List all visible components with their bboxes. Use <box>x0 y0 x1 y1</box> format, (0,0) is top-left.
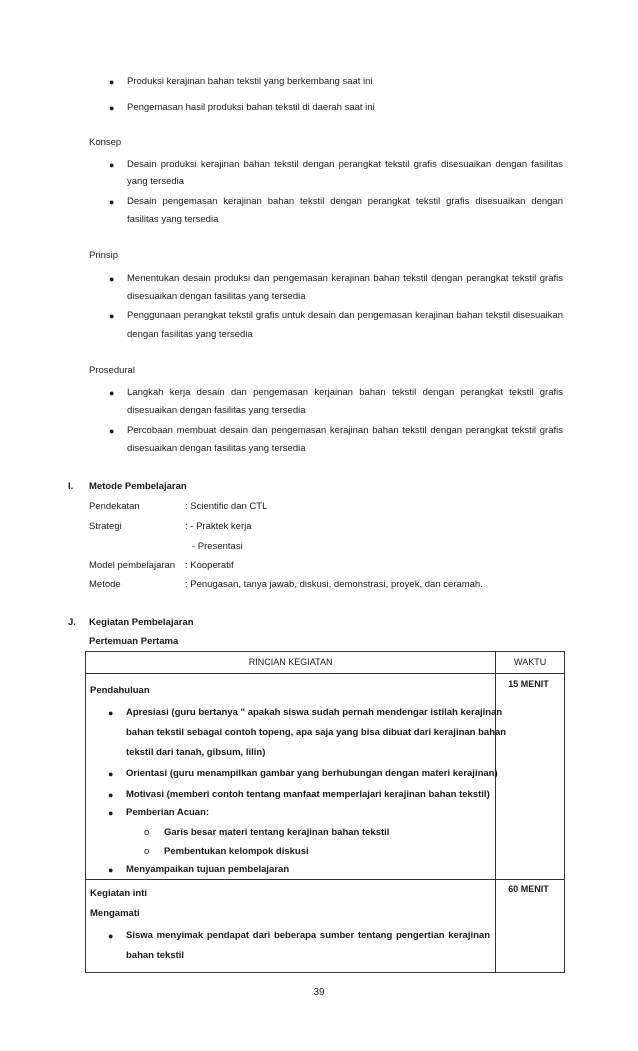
bullet-dot: ● <box>108 790 114 800</box>
kegiatan-title: Kegiatan Pembelajaran <box>89 617 194 628</box>
header-rincian <box>86 652 496 674</box>
konsep-item-2-line-2: fasilitas yang tersedia <box>127 214 219 225</box>
prosedural-item-2-line-1: Percobaan membuat desain dan pengemasan kerajinan bahan tekstil dengan perangkat tekstil grafis <box>127 425 563 436</box>
inti-item-line-1: Siswa menyimak pendapat dari beberapa sumber tentang pengertian kerajinan <box>126 930 490 941</box>
bullet-dot: ● <box>108 769 114 779</box>
metode-value-metode: : Penugasan, tanya jawab, diskusi, demonstrasi, proyek, dan ceramah. <box>185 579 483 590</box>
header-waktu-label: WAKTU <box>514 657 547 667</box>
prosedural-item-2-line-2: disesuaikan dengan fasilitas yang tersedia <box>127 443 306 454</box>
section-number-j: J. <box>68 617 76 628</box>
mengamati-label: Mengamati <box>90 908 140 919</box>
inti-cell <box>86 880 496 973</box>
konsep-item-1-line-1: Desain produksi kerajinan bahan tekstil dengan perangkat tekstil grafis disesuaikan dengan fasilitas <box>127 159 563 170</box>
tujuan-item: Menyampaikan tujuan pembelajaran <box>126 864 290 875</box>
inti-item-line-2: bahan tekstil <box>126 950 185 961</box>
sub-bullet-circle: o <box>144 827 150 838</box>
acuan-sub-2: Pembentukan kelompok diskusi <box>164 846 309 857</box>
pendahuluan-waktu: 15 MENIT <box>508 679 549 689</box>
prinsip-item-1-line-2: disesuaikan dengan fasilitas yang tersedia <box>127 291 306 302</box>
prinsip-heading: Prinsip <box>89 250 119 261</box>
bullet-dot: ● <box>109 426 115 436</box>
acuan-item: Pemberian Acuan: <box>126 807 210 818</box>
table-row-pendahuluan <box>86 674 565 880</box>
bullet-dot: ● <box>108 865 114 875</box>
bullet-dot: ● <box>109 197 115 207</box>
kegiatan-subtitle: Pertemuan Pertama <box>89 636 179 647</box>
prosedural-heading: Prosedural <box>89 365 135 376</box>
inti-waktu-cell <box>496 880 565 973</box>
bullet-dot: ● <box>109 103 115 113</box>
prinsip-item-1-line-1: Menentukan desain produksi dan pengemasan kerajinan bahan tekstil dengan perangkat tekstil grafis <box>127 273 563 284</box>
kegiatan-table <box>85 651 565 973</box>
metode-value-presentasi: - Presentasi <box>192 541 243 552</box>
motivasi-item: Motivasi (memberi contoh tentang manfaat memperlajari kerajinan bahan tekstil) <box>126 789 490 800</box>
bullet-dot: ● <box>109 274 115 284</box>
header-waktu <box>496 652 565 674</box>
apresiasi-line-2: bahan tekstil sebagai contoh topeng, apa saja yang bisa dibuat dari kerajinan bahan <box>126 727 507 738</box>
bullet-dot: ● <box>108 931 114 941</box>
konsep-item-2-line-1: Desain pengemasan kerajinan bahan tekstil dengan perangkat tekstil grafis disesuaikan dengan <box>127 196 563 207</box>
table-header-row <box>86 652 565 674</box>
sub-bullet-circle: o <box>144 846 150 857</box>
orientasi-item: Orientasi (guru menampilkan gambar yang berhubungan dengan materi kerajinan) <box>126 768 498 779</box>
bullet-dot: ● <box>109 311 115 321</box>
metode-title: Metode Pembelajaran <box>89 481 187 492</box>
metode-label-metode: Metode <box>89 579 121 590</box>
pendahuluan-waktu-cell <box>496 674 565 880</box>
section-number-i: I. <box>68 481 74 492</box>
top-bullet-2: Pengemasan hasil produksi bahan tekstil di daerah saat ini <box>127 102 375 113</box>
bullet-dot: ● <box>108 808 114 818</box>
header-rincian-label: RINCIAN KEGIATAN <box>248 657 333 667</box>
inti-title: Kegiatan inti <box>90 888 148 899</box>
metode-value-strategi: : - Praktek kerja <box>185 521 252 532</box>
prosedural-item-1-line-2: disesuaikan dengan fasilitas yang tersedia <box>127 405 306 416</box>
metode-value-model: : Kooperatif <box>185 560 234 571</box>
top-bullet-1: Produksi kerajinan bahan tekstil yang berkembang saat ini <box>127 76 373 87</box>
metode-label-model: Model pembelajaran <box>89 560 176 571</box>
bullet-dot: ● <box>109 160 115 170</box>
apresiasi-line-3: tekstil dari tanah, gibsum, lilin) <box>126 747 266 758</box>
konsep-item-1-line-2: yang tersedia <box>127 176 185 187</box>
metode-value-pendekatan: : Scientific dan CTL <box>185 501 268 512</box>
bullet-dot: ● <box>109 77 115 87</box>
apresiasi-line-1: Apresiasi (guru bertanya " apakah siswa sudah pernah mendengar istilah kerajinan <box>126 707 503 718</box>
acuan-sub-1: Garis besar materi tentang kerajinan bahan tekstil <box>164 827 390 838</box>
prinsip-item-2-line-2: dengan fasilitas yang tersedia <box>127 329 253 340</box>
konsep-heading: Konsep <box>89 137 122 148</box>
prinsip-item-2-line-1: Penggunaan perangkat tekstil grafis untuk desain dan pengemasan kerajinan bahan tekstil disesuaikan <box>127 310 563 321</box>
bullet-dot: ● <box>109 388 115 398</box>
metode-label-strategi: Strategi <box>89 521 122 532</box>
pendahuluan-title: Pendahuluan <box>90 685 150 696</box>
pendahuluan-cell <box>86 674 507 880</box>
bullet-dot: ● <box>108 708 114 718</box>
page-number: 39 <box>313 987 325 998</box>
inti-waktu: 60 MENIT <box>508 884 549 894</box>
table-row-inti <box>86 880 565 973</box>
prosedural-item-1-line-1: Langkah kerja desain dan pengemasan kerjainan bahan tekstil dengan perangkat tekstil grafis <box>127 387 563 398</box>
metode-label-pendekatan: Pendekatan <box>89 501 140 512</box>
